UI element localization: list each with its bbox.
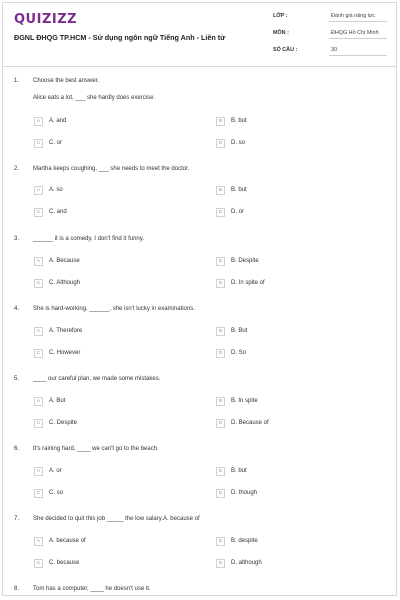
worksheet-header [0, 0, 400, 66]
option-text: B. despite [231, 538, 258, 544]
question-number: 4. [14, 306, 20, 312]
question-text: Tom has a computer, ____ he doesn't use it. [33, 586, 151, 592]
option-letter-box: C [34, 349, 43, 358]
option-letter-box: B [216, 537, 225, 546]
option-text: C. or [49, 140, 63, 146]
option-letter-box: C [34, 489, 43, 498]
option-letter-box: A [34, 397, 43, 406]
option-text: A. But [49, 398, 66, 404]
option-text: B. but [231, 468, 247, 474]
meta-row-subject [260, 27, 390, 39]
meta-value: ĐHQG Hồ Chí Minh [331, 30, 379, 36]
option-letter-box: D [216, 139, 225, 148]
option-letter-box: B [216, 186, 225, 195]
option-text: C. so [49, 490, 64, 496]
option-text: B. But [231, 328, 248, 334]
option-text: A. and [49, 118, 67, 124]
option-text: D. or [231, 209, 245, 215]
option-letter-box: B [216, 397, 225, 406]
option-text: D. although [231, 560, 262, 566]
option-letter-box: D [216, 419, 225, 428]
option-text: B. but [231, 118, 247, 124]
option-letter-box: A [34, 186, 43, 195]
meta-value: 30 [331, 47, 337, 53]
header-divider [3, 66, 397, 67]
option-letter-box: C [34, 139, 43, 148]
question-text: She decided to quit this job _____ the low salary.A. because of [33, 516, 200, 522]
meta-underline [329, 55, 387, 56]
option-letter-box: C [34, 208, 43, 217]
question-text: Martha keeps coughing, ___ she needs to meet the doctor. [33, 166, 190, 172]
option-text: A. so [49, 187, 63, 193]
option-text: C. and [49, 209, 67, 215]
option-text: A. Because [49, 258, 80, 264]
question-number: 3. [14, 236, 20, 242]
option-letter-box: B [216, 467, 225, 476]
question-number: 7. [14, 516, 20, 522]
option-text: B. In spite [231, 398, 258, 404]
option-text: B. Despite [231, 258, 259, 264]
meta-value: Đánh giá năng lực [331, 13, 376, 19]
option-letter-box: D [216, 279, 225, 288]
question-number: 1. [14, 78, 20, 84]
question-number: 6. [14, 446, 20, 452]
question-text: ______ it is a comedy, I don't find it funny. [33, 236, 144, 242]
meta-label: MÔN : [273, 30, 289, 36]
question-text: ____ our careful plan, we made some mistakes. [33, 376, 161, 382]
option-letter-box: C [34, 279, 43, 288]
question-text: Alice eats a lot, ___ she hardly does exercise. [33, 95, 156, 101]
question-text: It's raining hard, ____ we can't go to the beach. [33, 446, 159, 452]
question-number: 2. [14, 166, 20, 172]
question-instruction: Choose the best answer. [33, 78, 100, 84]
worksheet-title: ĐGNL ĐHQG TP.HCM - Sử dụng ngôn ngữ Tiếng Anh - Liên từ [14, 33, 226, 42]
quizizz-logo: QUIZIZZ [14, 12, 78, 27]
option-text: D. In spite of [231, 280, 265, 286]
meta-label: SỐ CÂU : [273, 47, 298, 53]
option-letter-box: A [34, 117, 43, 126]
option-letter-box: A [34, 467, 43, 476]
question-number: 8. [14, 586, 20, 592]
option-letter-box: C [34, 559, 43, 568]
option-text: D. though [231, 490, 258, 496]
option-letter-box: D [216, 489, 225, 498]
meta-underline [329, 38, 387, 39]
option-letter-box: B [216, 327, 225, 336]
question-number: 5. [14, 376, 20, 382]
option-text: D. so [231, 140, 246, 146]
option-letter-box: A [34, 537, 43, 546]
option-text: A. because of [49, 538, 86, 544]
option-text: B. but [231, 187, 247, 193]
option-letter-box: B [216, 257, 225, 266]
option-text: C. because [49, 560, 80, 566]
meta-underline [329, 21, 387, 22]
option-text: D. Because of [231, 420, 269, 426]
option-text: A. Therefore [49, 328, 83, 334]
option-letter-box: A [34, 327, 43, 336]
option-letter-box: D [216, 559, 225, 568]
page-border [2, 2, 397, 596]
meta-row-count [260, 44, 390, 56]
meta-row-class [260, 10, 390, 22]
option-text: D. So [231, 350, 247, 356]
question-text: She is hard-working. ______, she isn't lucky in examinations. [33, 306, 195, 312]
option-text: C. Although [49, 280, 81, 286]
option-text: A. or [49, 468, 62, 474]
option-text: C. However [49, 350, 81, 356]
option-letter-box: B [216, 117, 225, 126]
option-text: C. Despite [49, 420, 78, 426]
meta-label: LỚP : [273, 13, 288, 19]
meta-info-box [260, 10, 390, 60]
option-letter-box: A [34, 257, 43, 266]
option-letter-box: C [34, 419, 43, 428]
option-letter-box: D [216, 208, 225, 217]
option-letter-box: D [216, 349, 225, 358]
